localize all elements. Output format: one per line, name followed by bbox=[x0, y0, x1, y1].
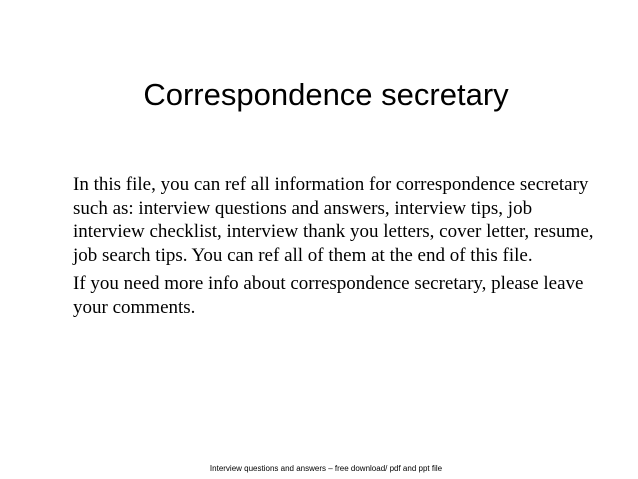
slide-footer: Interview questions and answers – free download/ pdf and ppt file bbox=[209, 464, 443, 473]
body-paragraph-intro: In this file, you can ref all information for correspondence secretary such as: interview questions and answers, interview tips, job interview checklist, interview thank you letters, cover letter, resume, job search tips. You can ref all of them at the end of this file. bbox=[73, 174, 594, 266]
body-paragraph-comments: If you need more info about correspondence secretary, please leave your comments. bbox=[73, 273, 584, 318]
slide-body bbox=[73, 173, 608, 325]
slide-title: Correspondence secretary bbox=[143, 77, 509, 112]
